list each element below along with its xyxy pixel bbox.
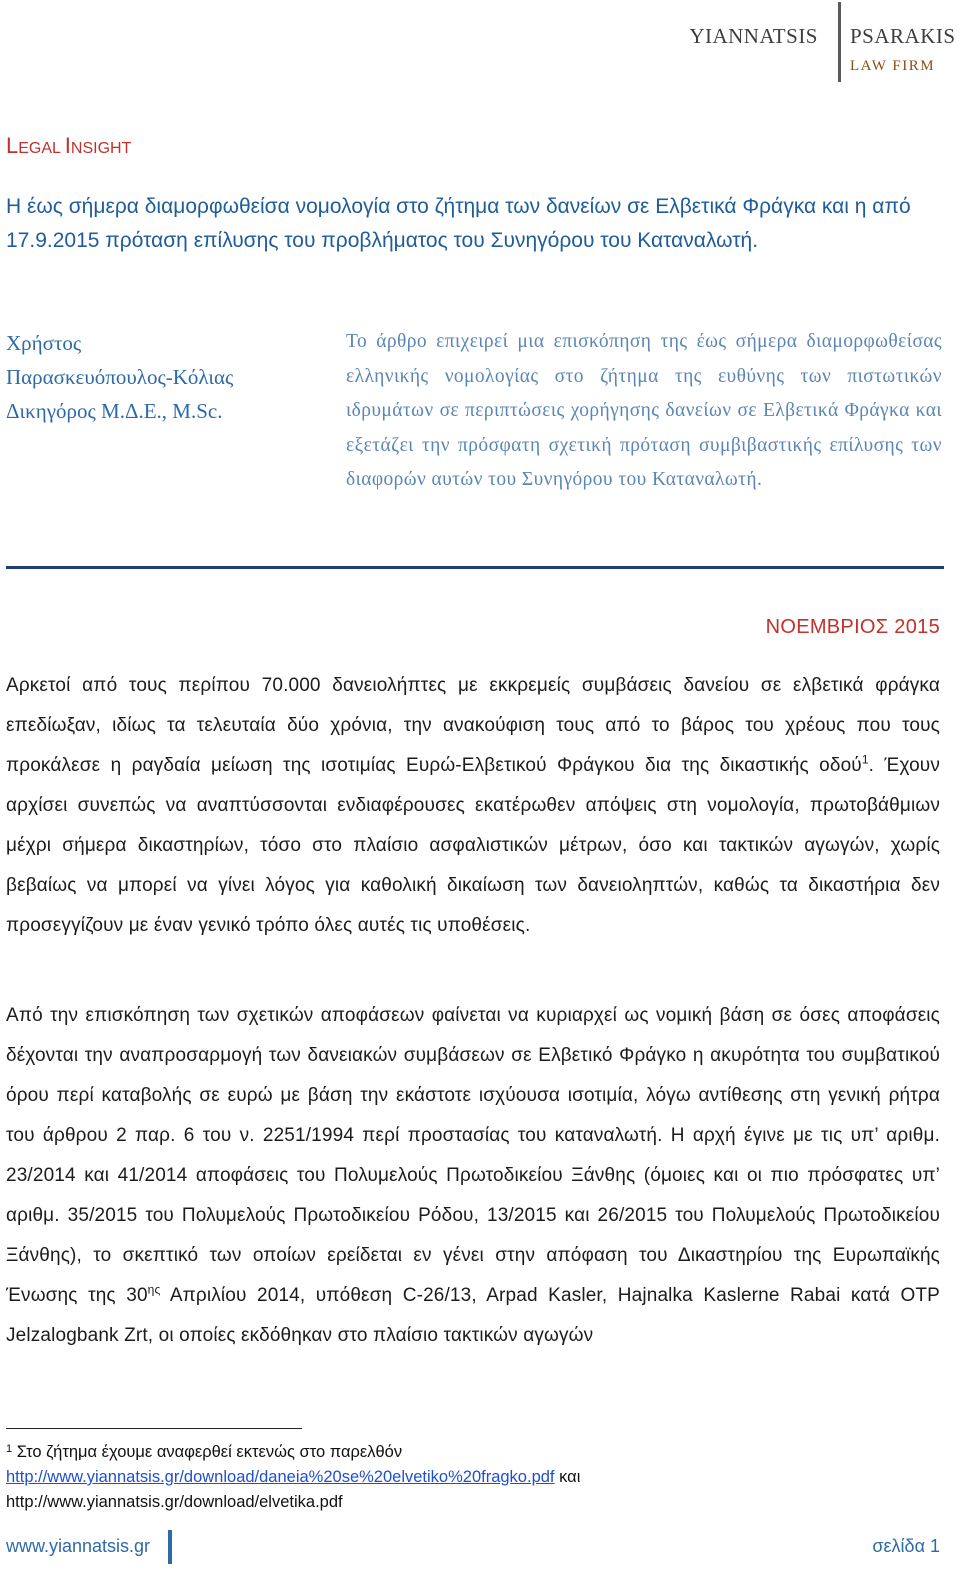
footnote-ref-1[interactable]: 1: [861, 752, 869, 767]
section-label-initial-2: I: [64, 133, 71, 158]
paragraph-2-part-a: Από την επισκόπηση των σχετικών αποφάσεων φαίνεται να κυριαρχεί ως νομική βάση σε όσες αποφάσεις δέχονται την αναπροσαρμογή των δανειακών συμβάσεων σε Ελβετικό Φράγκο η ακυρότητα του συμβατικού όρου περί καταβολής σε ευρώ με βάση την εκάστοτε ισχύουσα ισοτιμία, λόγω αντίθεσης στη γενική ρήτρα του άρθρου 2 παρ. 6 του ν. 2251/1994 περί προστασίας του καταναλωτή. Η αρχή έγινε με τις υπ’ αριθμ. 23/2014 και 41/2014 αποφάσεις του Πολυμελούς Πρωτοδικείου Ξάνθης (όμοιες και οι πιο πρόσφατες υπ’ αριθμ. 35/2015 του Πολυμελούς Πρωτοδικείου Ρόδου, 13/2015 και 26/2015 του Πολυμελούς Πρωτοδικείου Ξάνθης), το σκεπτικό των οποίων ερείδεται εν γένει στην απόφαση του Δικαστηρίου της Ευρωπαϊκής Ένωσης της 30: [6, 1005, 940, 1306]
logo-subtitle: LAW FIRM: [850, 58, 936, 74]
article-abstract: Το άρθρο επιχειρεί μια επισκόπηση της έως σήμερα διαμορφωθείσας ελληνικής νομολογίας στο ζήτημα της ευθύνης των πιστωτικών ιδρυμάτων σε περιπτώσεις χορήγησης δανείων σε Ελβετικά Φράγκα και εξετάζει την πρόσφατη σχετική πρόταση συμβιβαστικής επίλυσης των διαφορών αυτών του Συνηγόρου του Καταναλωτή.: [346, 331, 942, 490]
logo-divider: [838, 2, 841, 82]
publication-date: ΝΟΕΜΒΡΙΟΣ 2015: [765, 616, 940, 638]
section-label-initial: L: [6, 133, 19, 158]
footnote-text: Στο ζήτημα έχουμε αναφερθεί εκτενώς στο παρελθόν: [12, 1443, 403, 1461]
footer-website[interactable]: www.yiannatsis.gr: [6, 1536, 151, 1556]
logo-name-left: YIANNATSIS: [689, 24, 818, 48]
firm-logo: [689, 2, 956, 84]
author-title: Δικηγόρος Μ.Δ.Ε., M.Sc.: [6, 399, 223, 423]
footnote-link-2: http://www.yiannatsis.gr/download/elvetika.pdf: [6, 1493, 343, 1511]
footer-divider: [168, 1530, 172, 1564]
footnote-divider: [6, 1428, 302, 1429]
article-headline: Η έως σήμερα διαμορφωθείσα νομολογία στο ζήτημα των δανείων σε Ελβετικά Φράγκα και η από 17.9.2015 πρόταση επίλυσης του προβλήματος του Συνηγόρου του Καταναλωτή.: [6, 195, 911, 252]
section-label: [6, 133, 131, 159]
author-block: [6, 326, 233, 428]
body-paragraph-1: [6, 666, 940, 946]
body-paragraph-2: [6, 996, 940, 1356]
author-last-name: Παρασκευόπουλος-Κόλιας: [6, 365, 234, 389]
footnote: [6, 1440, 580, 1515]
paragraph-1-part-b: . Έχουν αρχίσει συνεπώς να αναπτύσσονται ενδιαφέρουσες εκατέρωθεν απόψεις στη νομολογία, πρωτοβάθμιων μέχρι σήμερα δικαστηρίων, τόσο στο πλαίσιο ασφαλιστικών μέτρων, όσο και τακτικών αγωγών, χωρίς βεβαίως να μπορεί να γίνει λόγος για καθολική δικαίωση των δανειοληπτών, καθώς τα δικαστήρια δεν προσεγγίζουν με έναν γενικό τρόπο όλες αυτές τις υποθέσεις.: [6, 755, 940, 936]
footnote-link-1[interactable]: http://www.yiannatsis.gr/download/daneia%20se%20elvetiko%20fragko.pdf: [6, 1468, 555, 1486]
header-divider: [6, 566, 944, 569]
footnote-number: 1: [6, 1443, 13, 1455]
paragraph-1-part-a: Αρκετοί από τους περίπου 70.000 δανειολήπτες με εκκρεμείς συμβάσεις δανείου σε ελβετικά φράγκα επεδίωξαν, ιδίως τα τελευταία δύο χρόνια, την ανακούφιση τους από το βάρος του χρέους που τους προκάλεσε η ραγδαία μείωση της ισοτιμίας Ευρώ-Ελβετικού Φράγκου δια της δικαστικής οδού: [6, 675, 940, 776]
paragraph-2-part-b: Απριλίου 2014, υπόθεση C-26/13, Arpad Kasler, Hajnalka Kaslerne Rabai κατά OTP Jelzalogbank Zrt, οι οποίες εκδόθηκαν στο πλαίσιο τακτικών αγωγών: [6, 1285, 940, 1346]
logo-name-right: PSARAKIS: [850, 24, 956, 48]
section-label-rest-2: NSIGHT: [70, 140, 132, 157]
footnote-link-joiner: και: [554, 1468, 581, 1486]
section-label-rest: EGAL: [18, 140, 65, 157]
footer-page-number: σελίδα 1: [872, 1536, 940, 1556]
ordinal-suffix: ης: [147, 1282, 161, 1297]
author-first-name: Χρήστος: [6, 331, 82, 355]
